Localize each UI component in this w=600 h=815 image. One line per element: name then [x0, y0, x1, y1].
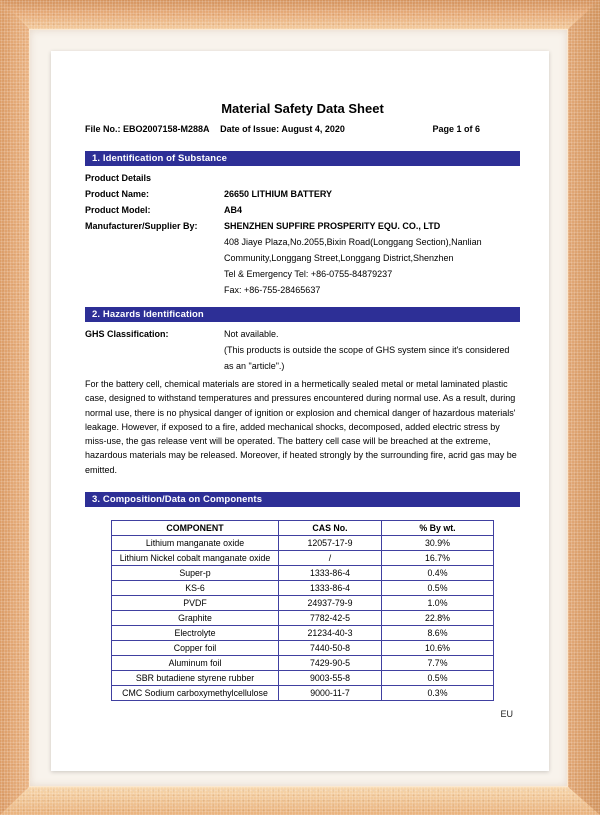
component-cell: SBR butadiene styrene rubber [112, 671, 279, 686]
section-2-header: 2. Hazards Identification [85, 307, 520, 322]
msds-document [51, 51, 549, 771]
component-cell: Lithium Nickel cobalt manganate oxide [112, 551, 279, 566]
document-meta-row [85, 124, 520, 134]
cas-cell: 7440-50-8 [279, 641, 382, 656]
file-number: File No.: EBO2007158-M288A [85, 124, 210, 134]
ghs-value-block [224, 326, 520, 374]
table-row [112, 626, 494, 641]
component-cell: CMC Sodium carboxymethylcellulose [112, 686, 279, 701]
component-cell: Lithium manganate oxide [112, 536, 279, 551]
phone-line: Tel & Emergency Tel: +86-0755-84879237 [224, 269, 393, 279]
table-row [112, 611, 494, 626]
field-label: Manufacturer/Supplier By: [85, 221, 198, 231]
page-indicator: Page 1 of 6 [432, 124, 480, 134]
percent-cell: 16.7% [382, 551, 494, 566]
table-header-row [112, 521, 494, 536]
mat-board [30, 30, 567, 786]
eu-mark: EU [500, 709, 513, 719]
field-row-manufacturer [85, 218, 520, 234]
table-row [112, 551, 494, 566]
component-cell: Copper foil [112, 641, 279, 656]
table-row [112, 536, 494, 551]
field-value: 26650 LITHIUM BATTERY [224, 189, 333, 199]
field-label: Product Model: [85, 205, 151, 215]
percent-cell: 0.5% [382, 581, 494, 596]
percent-cell: 10.6% [382, 641, 494, 656]
field-label: Product Name: [85, 189, 150, 199]
cas-cell: 1333-86-4 [279, 566, 382, 581]
field-value: SHENZHEN SUPFIRE PROSPERITY EQU. CO., LTD [224, 221, 441, 231]
address-line: Community,Longgang Street,Longgang District,Shenzhen [224, 253, 454, 263]
table-row [112, 686, 494, 701]
ghs-value: Not available. [224, 329, 279, 339]
document-title: Material Safety Data Sheet [221, 101, 384, 116]
cas-cell: 7429-90-5 [279, 656, 382, 671]
cas-cell: 7782-42-5 [279, 611, 382, 626]
picture-frame-top [0, 0, 600, 30]
fax-line: Fax: +86-755-28465637 [224, 285, 321, 295]
percent-cell: 0.4% [382, 566, 494, 581]
percent-cell: 30.9% [382, 536, 494, 551]
picture-frame-right [567, 0, 600, 815]
percent-cell: 8.6% [382, 626, 494, 641]
component-cell: KS-6 [112, 581, 279, 596]
date-of-issue: Date of Issue: August 4, 2020 [220, 124, 345, 134]
cas-cell: 12057-17-9 [279, 536, 382, 551]
table-row [112, 671, 494, 686]
cas-cell: / [279, 551, 382, 566]
cas-cell: 21234-40-3 [279, 626, 382, 641]
ghs-row [85, 326, 520, 374]
cas-cell: 9000-11-7 [279, 686, 382, 701]
cas-cell: 1333-86-4 [279, 581, 382, 596]
field-row-product-model [85, 202, 520, 218]
components-table [111, 520, 494, 701]
picture-frame-bottom [0, 786, 600, 815]
percent-cell: 7.7% [382, 656, 494, 671]
hazards-paragraph: For the battery cell, chemical materials are stored in a hermetically sealed metal or metal laminated plastic case, designed to withstand temperatures and pressures encountered during normal use. As a result, during normal use, there is no physical danger of ignition or explosion and chemical danger of hazardous materials' leakage. However, if exposed to a fire, added mechanical shocks, decomposed, added electric stress by miss-use, the gas release vent will be operated. The battery cell case will be breached at the extreme, hazardous materials may be released. Moreover, if heated strongly by the surrounding fire, acrid gas may be emitted. [85, 379, 517, 475]
table-row [112, 641, 494, 656]
table-row [112, 566, 494, 581]
table-row [112, 596, 494, 611]
field-row-product-name [85, 186, 520, 202]
percent-cell: 0.3% [382, 686, 494, 701]
address-line: 408 Jiaye Plaza,No.2055,Bixin Road(Longgang Section),Nanlian [224, 237, 482, 247]
cas-cell: 24937-79-9 [279, 596, 382, 611]
picture-frame-left [0, 0, 30, 815]
component-cell: Graphite [112, 611, 279, 626]
table-row [112, 656, 494, 671]
ghs-note: (This products is outside the scope of GHS system since it's considered as an "article".) [224, 345, 510, 371]
table-row [112, 581, 494, 596]
percent-cell: 0.5% [382, 671, 494, 686]
ghs-label: GHS Classification: [85, 329, 169, 339]
fax-row [85, 282, 520, 298]
section-1-body [85, 170, 520, 298]
section-3-header: 3. Composition/Data on Components [85, 492, 520, 507]
address-row [85, 234, 520, 250]
component-cell: Aluminum foil [112, 656, 279, 671]
field-value: AB4 [224, 205, 243, 215]
header-component: COMPONENT [112, 521, 279, 536]
header-percent: % By wt. [382, 521, 494, 536]
component-cell: Super-p [112, 566, 279, 581]
component-cell: PVDF [112, 596, 279, 611]
document-content [51, 51, 549, 701]
product-details-label: Product Details [85, 173, 152, 183]
section-1-header: 1. Identification of Substance [85, 151, 520, 166]
cas-cell: 9003-55-8 [279, 671, 382, 686]
percent-cell: 22.8% [382, 611, 494, 626]
header-cas: CAS No. [279, 521, 382, 536]
percent-cell: 1.0% [382, 596, 494, 611]
phone-row [85, 266, 520, 282]
component-cell: Electrolyte [112, 626, 279, 641]
section-2-body [85, 326, 520, 374]
address-row [85, 250, 520, 266]
